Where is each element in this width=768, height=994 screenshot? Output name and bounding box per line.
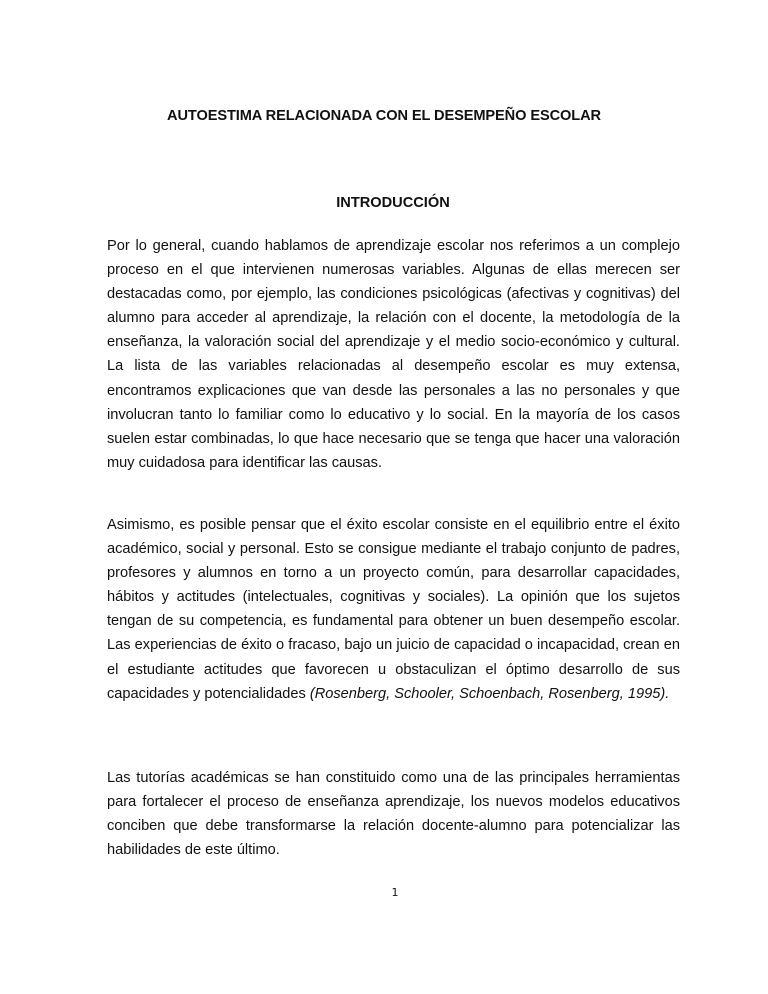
paragraph-1-text: Por lo general, cuando hablamos de aprendizaje escolar nos referimos a un complejo proceso en el que intervienen numerosas variables. Algunas de ellas merecen ser destacadas como, por ejemplo, las condiciones psicológicas (afectivas y cognitivas) del alumno para acceder al aprendizaje, la relación con el docente, la metodología de la enseñanza, la valoración social del aprendizaje y el medio socio-económico y cultural. La lista de las variables relacionadas al desempeño escolar es muy extensa, encontramos explicaciones que van desde las personales a las no personales y que involucran tanto lo familiar como lo educativo y lo social. En la mayoría de los casos suelen estar combinadas, lo que hace necesario que se tenga que hacer una valoración muy cuidadosa para identificar las causas. — [107, 238, 680, 471]
paragraph-1 — [107, 234, 680, 475]
paragraph-3-text: Las tutorías académicas se han constituido como una de las principales herramientas para fortalecer el proceso de enseñanza aprendizaje, los nuevos modelos educativos conciben que debe transformarse la relación docente-alumno para potencializar las habilidades de este último. — [107, 770, 680, 859]
paragraph-2-text: Asimismo, es posible pensar que el éxito escolar consiste en el equilibrio entre el éxito académico, social y personal. Esto se consigue mediante el trabajo conjunto de padres, profesores y alumnos en torno a un proyecto común, para desarrollar capacidades, hábitos y actitudes (intelectuales, cognitivas y sociales). La opinión que los sujetos tengan de su competencia, es fundamental para obtener un buen desempeño escolar. Las experiencias de éxito o fracaso, bajo un juicio de capacidad o incapacidad, crean en el estudiante actitudes que favorecen u obstaculizan el óptimo desarrollo de sus capacidades y potencialidades — [107, 517, 680, 702]
document-title: AUTOESTIMA RELACIONADA CON EL DESEMPEÑO ESCOLAR — [167, 108, 601, 124]
paragraph-2 — [107, 513, 680, 706]
section-heading-introduccion: INTRODUCCIÓN — [336, 195, 450, 211]
page-number: 1 — [391, 886, 399, 899]
paragraph-3 — [107, 766, 680, 862]
paragraph-2-citation: (Rosenberg, Schooler, Schoenbach, Rosenberg, 1995). — [309, 685, 670, 702]
